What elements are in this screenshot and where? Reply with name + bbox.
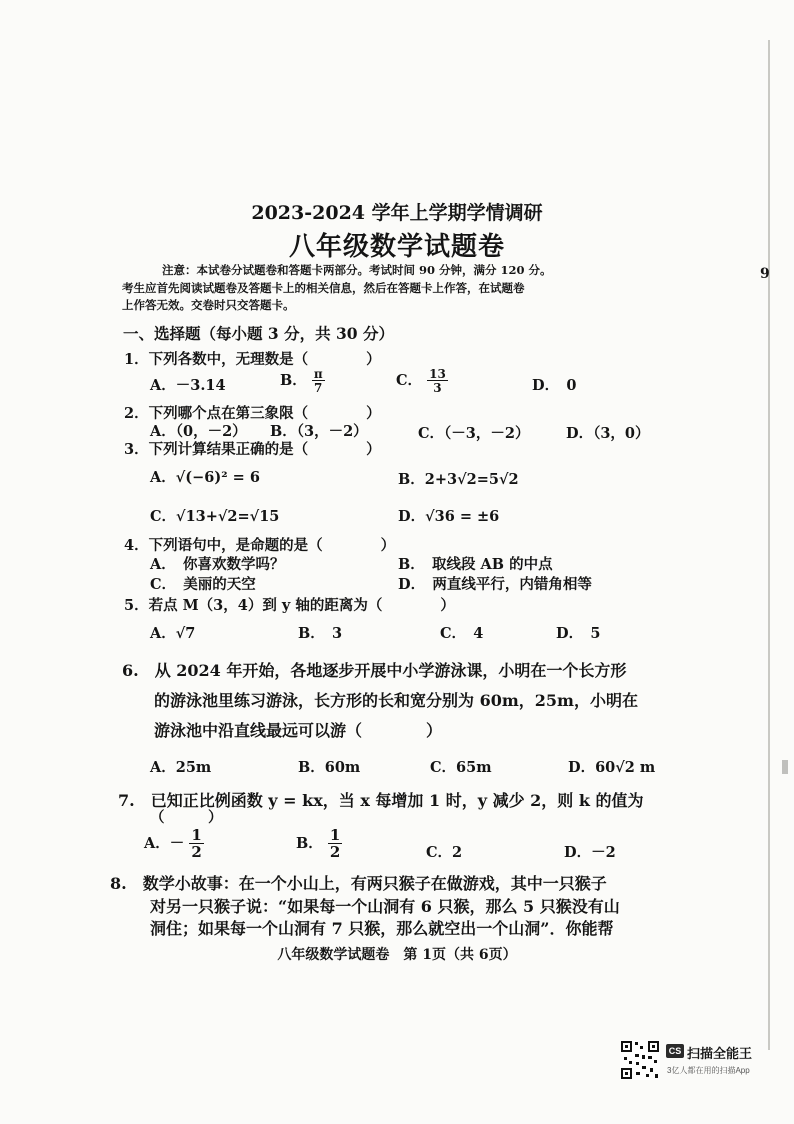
- margin-mark: 9: [760, 266, 770, 282]
- question-4-option-d: D． 两直线平行，内错角相等: [398, 576, 592, 593]
- question-6-option-d: D．60√2 m: [568, 759, 656, 776]
- question-8-line-3: 洞住；如果每一个山洞有 7 只猴，那么就空出一个山洞”．你能帮: [150, 919, 614, 938]
- fraction-numerator: 1: [191, 826, 202, 844]
- fraction-pi-over-7: [312, 368, 325, 394]
- fraction-numerator: π: [313, 367, 323, 381]
- option-label: A．－: [144, 835, 185, 852]
- question-2-stem: 2．下列哪个点在第三象限（ ）: [124, 405, 381, 422]
- question-4-option-c: C． 美丽的天空: [150, 576, 256, 593]
- question-5-option-a: A．√7: [150, 625, 196, 642]
- option-label: B．: [280, 372, 307, 389]
- exam-year-title: 2023-2024 学年上学期学情调研: [251, 202, 543, 224]
- question-3-option-a: A．√(−6)² = 6: [150, 469, 260, 486]
- question-2-option-a: A．（0，－2）: [150, 423, 247, 440]
- question-6-line-1: 6. 从 2024 年开始，各地逐步开展中小学游泳课，小明在一个长方形: [122, 661, 627, 680]
- notice-line-1: 注意：本试卷分试题卷和答题卡两部分。考试时间 90 分钟，满分 120 分。: [162, 263, 552, 277]
- fraction-1-over-2: [189, 828, 203, 860]
- qr-code-icon: [620, 1040, 660, 1080]
- scan-smudge: [782, 760, 788, 774]
- question-6-line-2: 的游泳池里练习游泳，长方形的长和宽分别为 60m，25m，小明在: [154, 691, 638, 710]
- question-3-stem: 3．下列计算结果正确的是（ ）: [124, 441, 381, 458]
- question-3-option-b: B．2+3√2=5√2: [398, 471, 519, 488]
- scanner-tagline: 3亿人都在用的扫描App: [667, 1066, 750, 1075]
- question-6-option-b: B．60m: [298, 759, 361, 776]
- page-footer: 八年级数学试题卷 第 1页（共 6页）: [277, 947, 517, 963]
- question-7-line-2: （ ）: [150, 809, 223, 826]
- question-1-stem: 1．下列各数中，无理数是（ ）: [124, 351, 381, 368]
- question-4-option-b: B． 取线段 AB 的中点: [398, 556, 553, 573]
- section-title-choice: 一、选择题（每小题 3 分，共 30 分）: [123, 324, 394, 343]
- question-5-option-d: D． 5: [556, 625, 601, 642]
- option-label: B．: [296, 835, 323, 852]
- notice-line-3: 上作答无效。交卷时只交答题卡。: [122, 298, 295, 312]
- question-3-option-d: D．√36 = ±6: [398, 508, 500, 525]
- question-2-option-d: D．（3，0）: [566, 425, 650, 442]
- fraction-numerator: 1: [329, 826, 341, 844]
- question-1-option-c: [396, 368, 448, 394]
- page-edge-line: [768, 40, 770, 1050]
- question-1-option-d: D． 0: [532, 377, 577, 394]
- fraction-denominator: 2: [191, 843, 202, 861]
- fraction-denominator: 7: [314, 381, 323, 395]
- question-6-option-a: A．25m: [150, 759, 212, 776]
- question-2-option-b: B．（3，－2）: [270, 423, 368, 440]
- question-3-option-c: C．√13+√2=√15: [150, 508, 280, 525]
- fraction-denominator: 2: [329, 843, 341, 861]
- exam-paper-title: 八年级数学试题卷: [288, 232, 505, 262]
- option-label: C．: [396, 372, 423, 389]
- question-1-option-a: A．－3.14: [150, 377, 226, 394]
- question-4-stem: 4．下列语句中，是命题的是（ ）: [124, 537, 396, 554]
- question-8-line-2: 对另一只猴子说：“如果每一个山洞有 6 只猴，那么 5 只猴没有山: [150, 897, 620, 916]
- fraction-numerator: 13: [429, 367, 446, 381]
- question-7-option-d: D．－2: [564, 844, 616, 861]
- scanner-app-name: 扫描全能王: [687, 1046, 753, 1061]
- question-7-option-b: [296, 828, 342, 860]
- question-7-line-1: 7. 已知正比例函数 y = kx，当 x 每增加 1 时，y 减少 2，则 k 的值为: [118, 791, 644, 810]
- camscanner-logo-icon: CS: [666, 1044, 684, 1058]
- fraction-denominator: 3: [433, 381, 442, 395]
- question-5-option-b: B． 3: [298, 625, 343, 642]
- question-1-option-b: [280, 368, 325, 394]
- question-5-option-c: C． 4: [440, 625, 484, 642]
- fraction-13-over-3: [427, 368, 448, 394]
- question-7-option-c: C．2: [426, 844, 463, 861]
- question-2-option-c: C．（－3，－2）: [418, 425, 530, 442]
- question-4-option-a: A． 你喜欢数学吗？: [150, 556, 285, 573]
- fraction-1-over-2: [328, 828, 342, 860]
- question-8-line-1: 8. 数学小故事：在一个小山上，有两只猴子在做游戏，其中一只猴子: [110, 874, 607, 893]
- question-6-option-c: C．65m: [430, 759, 492, 776]
- question-5-stem: 5．若点 M（3，4）到 y 轴的距离为（ ）: [124, 597, 455, 614]
- question-7-option-a: [144, 828, 204, 860]
- notice-line-2: 考生应首先阅读试题卷及答题卡上的相关信息，然后在答题卡上作答，在试题卷: [122, 281, 525, 295]
- question-6-line-3: 游泳池中沿直线最远可以游（ ）: [154, 721, 443, 740]
